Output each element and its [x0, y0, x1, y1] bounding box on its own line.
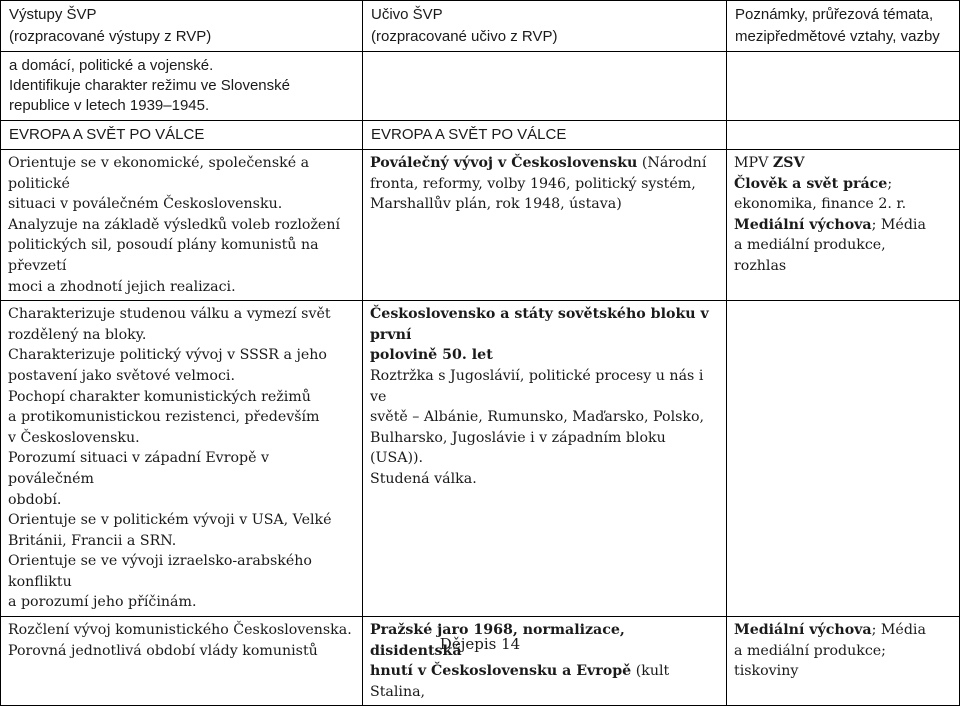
- content-cell: Poválečný vývoj v Československu (Národní fronta, reformy, volby 1946, politický systém, Marshallův plán, rok 1948, ústava): [363, 150, 727, 301]
- notes-cell: [727, 301, 960, 617]
- header-row: [1, 1, 960, 52]
- section-notes: [727, 121, 960, 150]
- topic-title: Pražské jaro 1968, normalizace, disidentská: [370, 622, 625, 659]
- page-footer: Dějepis 14: [439, 635, 521, 653]
- topic-title: polovině 50. let: [370, 347, 493, 364]
- topic-title: Poválečný vývoj v Československu: [370, 155, 638, 171]
- table-row: [1, 301, 960, 617]
- header-content: Učivo ŠVP (rozpracované učivo z RVP): [363, 1, 727, 52]
- zsv-label: ZSV: [772, 155, 805, 171]
- outputs-cell: Orientuje se v ekonomické, společenské a politické situaci v poválečném Československu. Analyzuje na základě výsledků voleb rozložení politických sil, posoudí plány komunistů na převzetí moci a zhodnotí jejich realizaci.: [1, 150, 363, 301]
- section-title-outputs: EVROPA A SVĚT PO VÁLCE: [1, 121, 363, 150]
- continuation-content: [363, 52, 727, 121]
- notes-cell: Mediální výchova; Média a mediální produkce; tiskoviny: [727, 617, 960, 706]
- outputs-cell: Rozčlení vývoj komunistického Československa. Porovná jednotlivá období vlády komunistů: [1, 617, 363, 706]
- section-title-content: EVROPA A SVĚT PO VÁLCE: [363, 121, 727, 150]
- topic-title: Československo a státy sovětského bloku v první: [370, 306, 709, 343]
- cross-topic-label: Mediální výchova: [734, 622, 872, 639]
- content-cell: Pražské jaro 1968, normalizace, disidentská hnutí v Československu a Evropě (kult Stalina,: [363, 617, 727, 706]
- table-row: [1, 150, 960, 301]
- content-cell: Československo a státy sovětského bloku v první polovině 50. let Roztržka s Jugoslávií, politické procesy u nás i ve světě – Albánie, Rumunsko, Maďarsko, Polsko, Bulharsko, Jugoslávie i v západním bloku (USA)). Studená válka.: [363, 301, 727, 617]
- header-outputs: Výstupy ŠVP (rozpracované výstupy z RVP): [1, 1, 363, 52]
- notes-cell: MPV ZSV Člověk a svět práce; ekonomika, finance 2. r. Mediální výchova; Média a mediální produkce, rozhlas: [727, 150, 960, 301]
- continuation-row: [1, 52, 960, 121]
- outputs-cell: Charakterizuje studenou válku a vymezí svět rozdělený na bloky. Charakterizuje politický vývoj v SSSR a jeho postavení jako světové velmoci. Pochopí charakter komunistických režimů a protikomunistickou rezistenci, především v Československu. Porozumí situaci v západní Evropě v poválečném období. Orientuje se v politickém vývoji v USA, Velké Británii, Francii a SRN. Orientuje se ve vývoji izraelsko-arabského konfliktu a porozumí jeho příčinám.: [1, 301, 363, 617]
- section-row: [1, 121, 960, 150]
- topic-title: hnutí v Československu a Evropě: [370, 663, 632, 680]
- continuation-notes: [727, 52, 960, 121]
- table-row: [1, 617, 960, 706]
- header-notes: Poznámky, průřezová témata, mezipředmětové vztahy, vazby: [727, 1, 960, 52]
- continuation-outputs: a domácí, politické a vojenské. Identifikuje charakter režimu ve Slovenské republice v letech 1939–1945.: [1, 52, 363, 121]
- cross-topic-label: Mediální výchova: [734, 216, 872, 233]
- cross-topic-label: Člověk a svět práce: [734, 175, 888, 192]
